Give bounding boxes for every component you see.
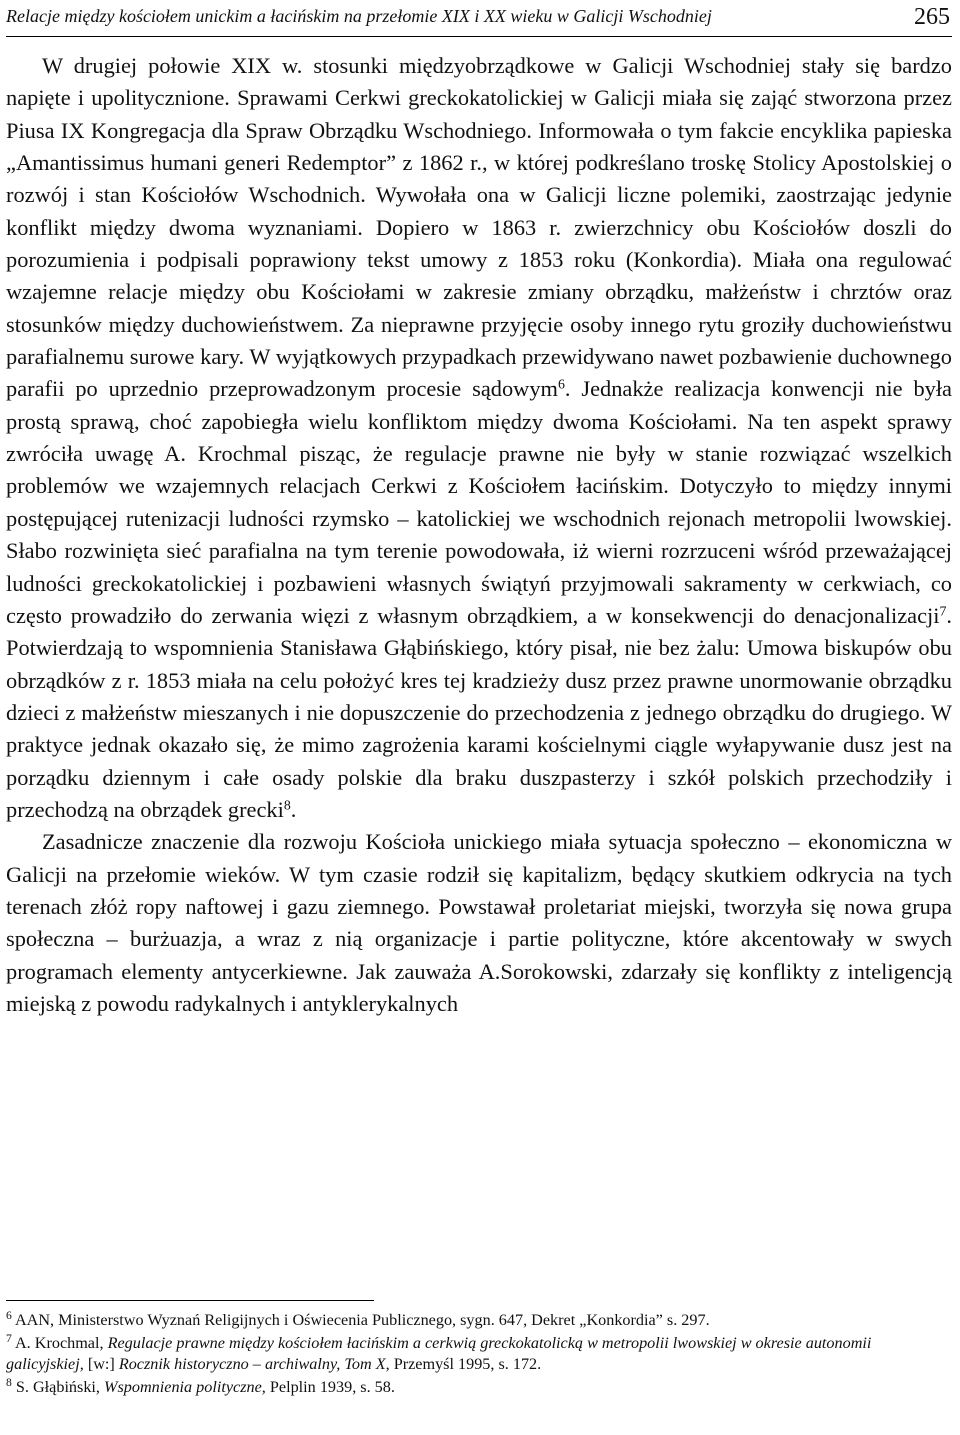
footnote-ref-8: 8	[283, 798, 291, 814]
page-number: 265	[914, 4, 950, 30]
footnote-7-title: Regulacje prawne między kościołem łacińskim a cerkwią greckokatolicką w metropolii lwowskiej w okresie autonomii galicyjskiej,	[6, 1334, 872, 1373]
paragraph-1-part-d: .	[290, 796, 297, 822]
paragraph-1-part-c: . Potwierdzają to wspomnienia Stanisława Głąbińskiego, który pisał, nie bez żalu: Umowa biskupów obu obrządków z r. 1853 miała na celu położyć kres tej kradzieży dusz przez prawne unormowanie obrządku dzieci z małżeństw mieszanych i nie dopuszczenie do przechodzenia z jednego obrządku do drugiego. W praktyce jednak okazało się, że mimo zagrożenia karami kościelnymi ciągle wyłapywanie dusz jest na porządku dziennym i całe osady polskie dla braku duszpasterzy i szkół polskich przechodziły i przechodzą na obrządek grecki	[6, 602, 952, 822]
footnote-6	[6, 1310, 952, 1331]
running-header	[6, 4, 952, 37]
footnote-8-number: 8	[6, 1376, 12, 1390]
footnotes	[6, 1310, 952, 1400]
footnote-8	[6, 1377, 952, 1398]
footnote-6-text: AAN, Ministerstwo Wyznań Religijnych i Oświecenia Publicznego, sygn. 647, Dekret „Konkordia” s. 297.	[14, 1311, 710, 1329]
paragraph-1-part-a: W drugiej połowie XIX w. stosunki międzyobrządkowe w Galicji Wschodniej stały się bardzo napięte i upolitycznione. Sprawami Cerkwi greckokatolickiej w Galicji miała się zająć stworzona przez Piusa IX Kongregacja dla Spraw Obrządku Wschodniego. Informowała o tym fakcie encyklika papieska „Amantissimus humani generi Redemptor” z 1862 r., w której podkreślano troskę Stolicy Apostolskiej o rozwój i stan Kościołów Wschodnich. Wywołała ona w Galicji liczne polemiki, zaostrzając jedynie konflikt między dwoma wyznaniami. Dopiero w 1863 r. zwierzchnicy obu Kościołów doszli do porozumienia i podpisali poprawiony tekst umowy z 1853 roku (Konkordia). Miała ona regulować wzajemne relacje między obu Kościołami w zakresie zmiany obrządku, małżeństw i chrztów oraz stosunków między duchowieństwem. Za nieprawne przyjęcie osoby innego rytu groziły duchowieństwu parafialnemu surowe kary. W wyjątkowych przypadkach przewidywano nawet pozbawienie duchownego parafii po uprzednio przeprowadzonym procesie sądowym	[6, 53, 952, 402]
paragraph-1	[6, 50, 952, 826]
main-text	[6, 50, 952, 1020]
running-title: Relacje między kościołem unickim a łacińskim na przełomie XIX i XX wieku w Galicji Wschodniej	[6, 6, 712, 26]
footnote-7-tail: Przemyśl 1995, s. 172.	[389, 1355, 542, 1373]
footnote-ref-6: 6	[557, 377, 565, 393]
footnote-7	[6, 1333, 952, 1375]
footnote-ref-7: 7	[939, 604, 947, 620]
footnote-8-title: Wspomnienia polityczne,	[104, 1378, 266, 1396]
footnote-7-in: [w:]	[83, 1355, 119, 1373]
footnote-8-author: S. Głąbiński,	[15, 1378, 105, 1396]
footnote-separator	[6, 1300, 374, 1301]
paragraph-1-part-b: . Jednakże realizacja konwencji nie była prostą sprawą, choć zapobiegła wielu konfliktom między dwoma Kościołami. Na ten aspekt sprawy zwróciła uwagę A. Krochmal pisząc, że regulacje prawne nie były w stanie rozwiązać wszelkich problemów we wzajemnych relacjach Cerkwi z Kościołem łacińskim. Dotyczyło to między innymi postępującej rutenizacji ludności rzymsko – katolickiej we wschodnich rejonach metropolii lwowskiej. Słabo rozwinięta sieć parafialna na tym terenie powodowała, iż wierni rozrzuceni wśród przeważającej ludności greckokatolickiej i pozbawieni własnych świątyń przyjmowali sakramenty w cerkwiach, co często prowadziło do zerwania więzi z własnym obrządkiem, a w konsekwencji do denacjonalizacji	[6, 376, 952, 628]
footnote-7-number: 7	[6, 1332, 12, 1346]
footnote-7-journal: Rocznik historyczno – archiwalny, Tom X,	[118, 1355, 390, 1373]
footnote-8-tail: Pelplin 1939, s. 58.	[265, 1378, 395, 1396]
footnote-7-author: A. Krochmal,	[14, 1334, 108, 1352]
paragraph-2: Zasadnicze znaczenie dla rozwoju Kościoła unickiego miała sytuacja społeczno – ekonomiczna w Galicji na przełomie wieków. W tym czasie rodził się kapitalizm, będący skutkiem odkrycia na tych terenach złóż ropy naftowej i gazu ziemnego. Powstawał proletariat miejski, tworzyła się nowa grupa społeczna – burżuazja, a wraz z nią organizacje i partie polityczne, które akcentowały w swych programach elementy antycerkiewne. Jak zauważa A.Sorokowski, zdarzały się konflikty z inteligencją miejską z powodu radykalnych i antyklerykalnych	[6, 829, 952, 1016]
footnote-6-number: 6	[6, 1309, 12, 1323]
